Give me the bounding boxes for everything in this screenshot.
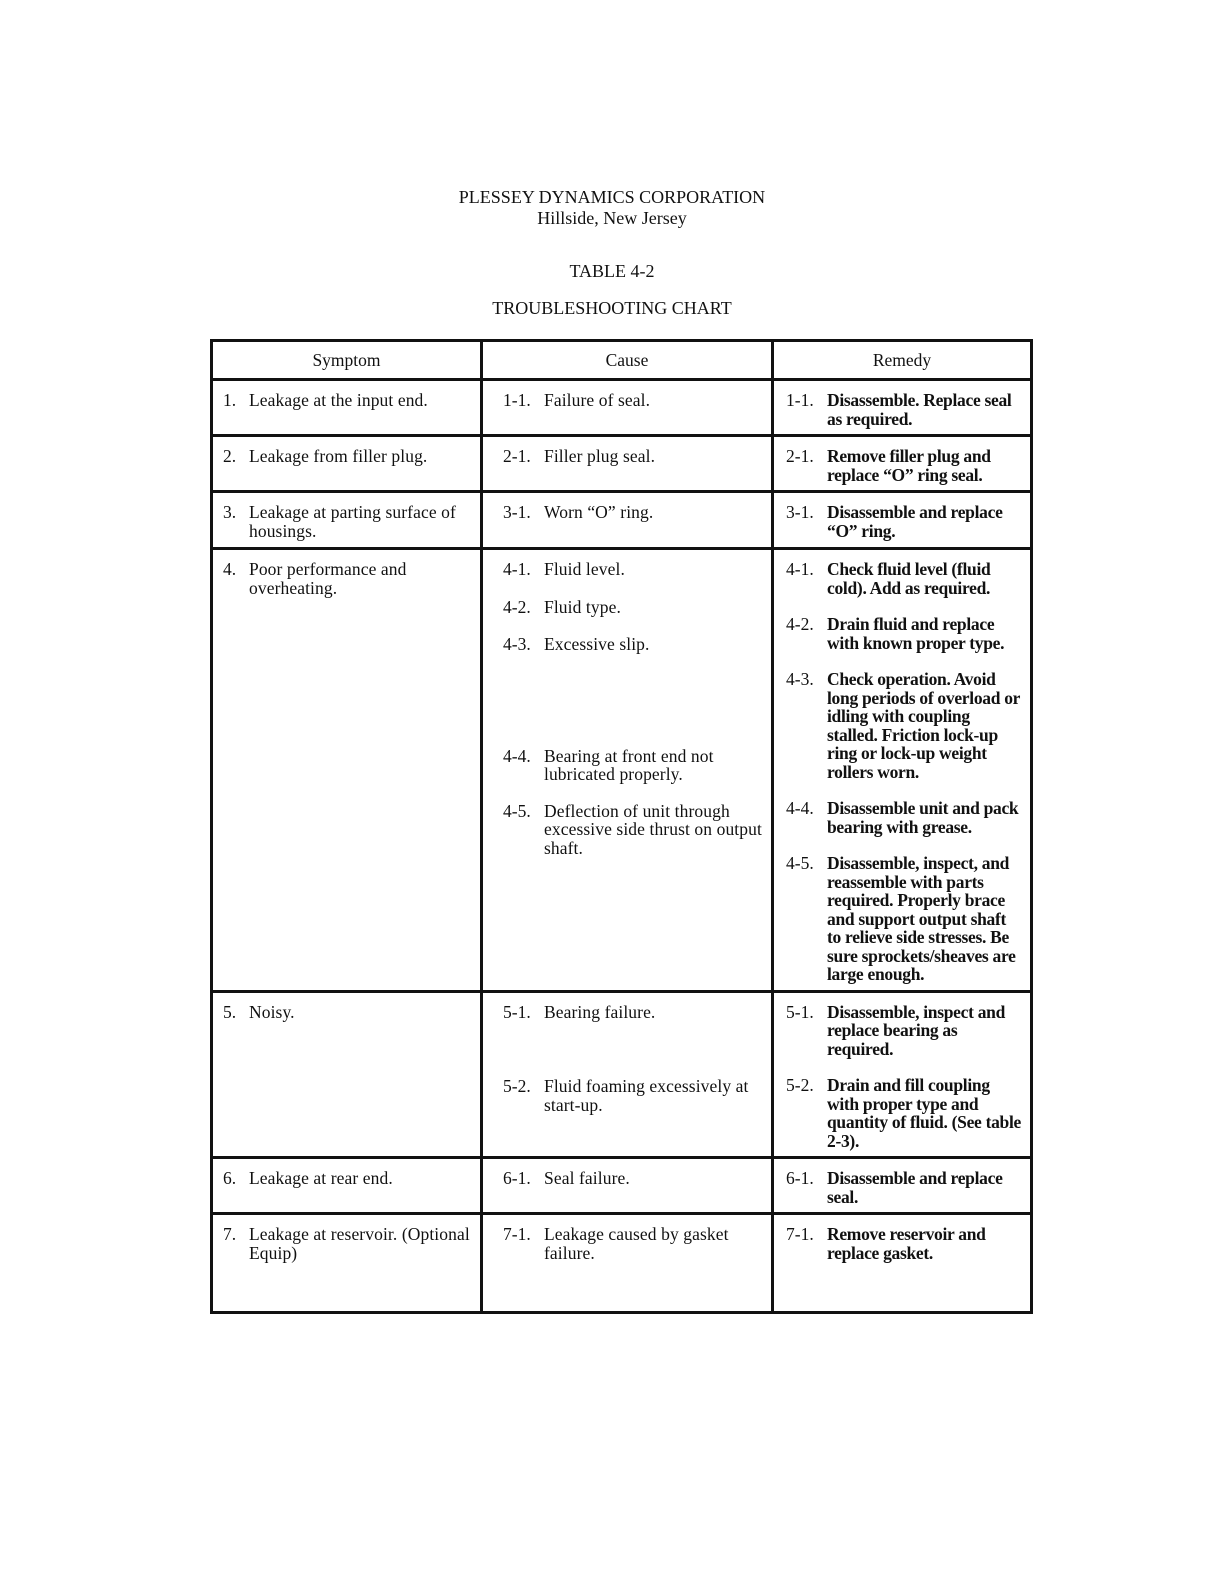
remedy-number: 3-1. [786,502,814,522]
remedy-text: Remove filler plug and replace “O” ring seal. [827,446,991,485]
remedy-number: 4-5. [786,853,814,873]
cause-number: 3-1. [503,502,531,522]
symptom-text: Leakage at rear end. [249,1168,393,1188]
remedy-number: 4-4. [786,798,814,818]
symptom-number: 5. [223,1001,237,1022]
column-header-cause: Cause [482,341,773,380]
symptom-cell [212,991,482,1158]
remedy-text: Disassemble, inspect, and reassemble with parts required. Properly brace and support output shaft to relieve side stresses. Be sure sprockets/sheaves are large enough. [827,853,1016,984]
table-row [212,1214,1032,1313]
symptom-cell [212,380,482,436]
symptom-text: Poor performance and overheating. [249,559,407,598]
remedy-number: 2-1. [786,446,814,466]
remedy-text: Drain fluid and replace with known proper type. [827,614,1005,653]
remedy-number: 6-1. [786,1168,814,1188]
symptom-text: Leakage at parting surface of housings. [249,502,456,541]
remedy-cell [773,492,1032,549]
symptom-cell [212,1214,482,1313]
remedy-text: Remove reservoir and replace gasket. [827,1224,986,1263]
symptom-cell [212,1158,482,1214]
remedy-number: 4-2. [786,614,814,634]
remedy-text: Disassemble unit and pack bearing with grease. [827,798,1019,837]
cause-number: 5-1. [503,1001,531,1022]
table-row [212,436,1032,492]
table-row [212,492,1032,549]
symptom-number: 1. [223,390,237,410]
table-row [212,549,1032,992]
cause-text: Worn “O” ring. [544,502,654,522]
symptom-number: 3. [223,502,237,522]
symptom-cell [212,436,482,492]
symptom-cell [212,492,482,549]
troubleshooting-table [210,339,1033,1314]
cause-text: Filler plug seal. [544,446,656,466]
remedy-text: Disassemble and replace seal. [827,1168,1003,1207]
cause-text: Seal failure. [544,1168,630,1188]
cause-cell [482,492,773,549]
remedy-number: 7-1. [786,1224,814,1244]
symptom-number: 6. [223,1168,237,1188]
remedy-cell [773,549,1032,992]
cause-number: 7-1. [503,1224,531,1244]
table-row [212,380,1032,436]
cause-number: 4-3. [503,634,531,654]
remedy-text: Disassemble, inspect and replace bearing as required. [827,1001,1006,1059]
symptom-text: Leakage at the input end. [249,390,428,410]
cause-number: 4-4. [503,745,531,766]
remedy-number: 5-2. [786,1075,814,1095]
table-title: TROUBLESHOOTING CHART [492,298,732,318]
remedy-text: Disassemble and replace “O” ring. [827,502,1003,541]
cause-number: 4-1. [503,559,531,579]
remedy-cell [773,1214,1032,1313]
remedy-number: 1-1. [786,390,814,410]
table-row [212,991,1032,1158]
company-name: PLESSEY DYNAMICS CORPORATION [458,187,766,207]
symptom-cell [212,549,482,992]
remedy-cell [773,436,1032,492]
cause-text: Fluid level. [544,559,625,579]
cause-number: 4-5. [503,800,531,821]
cause-text: Bearing failure. [544,1001,656,1022]
remedy-number: 4-1. [786,559,814,579]
remedy-text: Drain and fill coupling with proper type and quantity of fluid. (See table 2-3). [827,1075,1022,1151]
column-header-remedy: Remedy [773,341,1032,380]
remedy-text: Disassemble. Replace seal as required. [827,390,1012,429]
symptom-text: Noisy. [249,1001,295,1022]
cause-number: 2-1. [503,446,531,466]
cause-text: Fluid foaming excessively at start-up. [544,1076,749,1115]
symptom-text: Leakage from filler plug. [249,446,428,466]
cause-number: 6-1. [503,1168,531,1188]
cause-number: 1-1. [503,390,531,410]
cause-cell [482,991,773,1158]
table-header-row [212,341,1032,380]
remedy-cell [773,1158,1032,1214]
remedy-cell [773,380,1032,436]
remedy-text: Check operation. Avoid long periods of overload or idling with coupling stalled. Friction lock-up ring or lock-up weight rollers worn. [827,669,1020,782]
table-row [212,1158,1032,1214]
cause-text: Fluid type. [544,596,621,617]
remedy-number: 4-3. [786,669,814,689]
remedy-text: Check fluid level (fluid cold). Add as required. [827,559,991,598]
cause-number: 5-2. [503,1076,531,1096]
company-location: Hillside, New Jersey [537,208,687,228]
remedy-number: 5-1. [786,1001,814,1022]
cause-cell [482,1214,773,1313]
cause-cell [482,1158,773,1214]
cause-text: Bearing at front end not lubricated properly. [544,745,714,784]
symptom-text: Leakage at reservoir. (Optional Equip) [249,1224,470,1263]
symptom-number: 4. [223,559,237,579]
cause-text: Excessive slip. [544,634,650,654]
cause-cell [482,380,773,436]
remedy-cell [773,991,1032,1158]
cause-text: Deflection of unit through excessive side thrust on output shaft. [544,800,762,858]
symptom-number: 2. [223,446,237,466]
symptom-number: 7. [223,1224,237,1244]
table-number: TABLE 4-2 [569,261,655,281]
cause-cell [482,549,773,992]
column-header-symptom: Symptom [212,341,482,380]
cause-text: Failure of seal. [544,390,651,410]
cause-cell [482,436,773,492]
cause-number: 4-2. [503,596,531,617]
cause-text: Leakage caused by gasket failure. [544,1224,729,1263]
